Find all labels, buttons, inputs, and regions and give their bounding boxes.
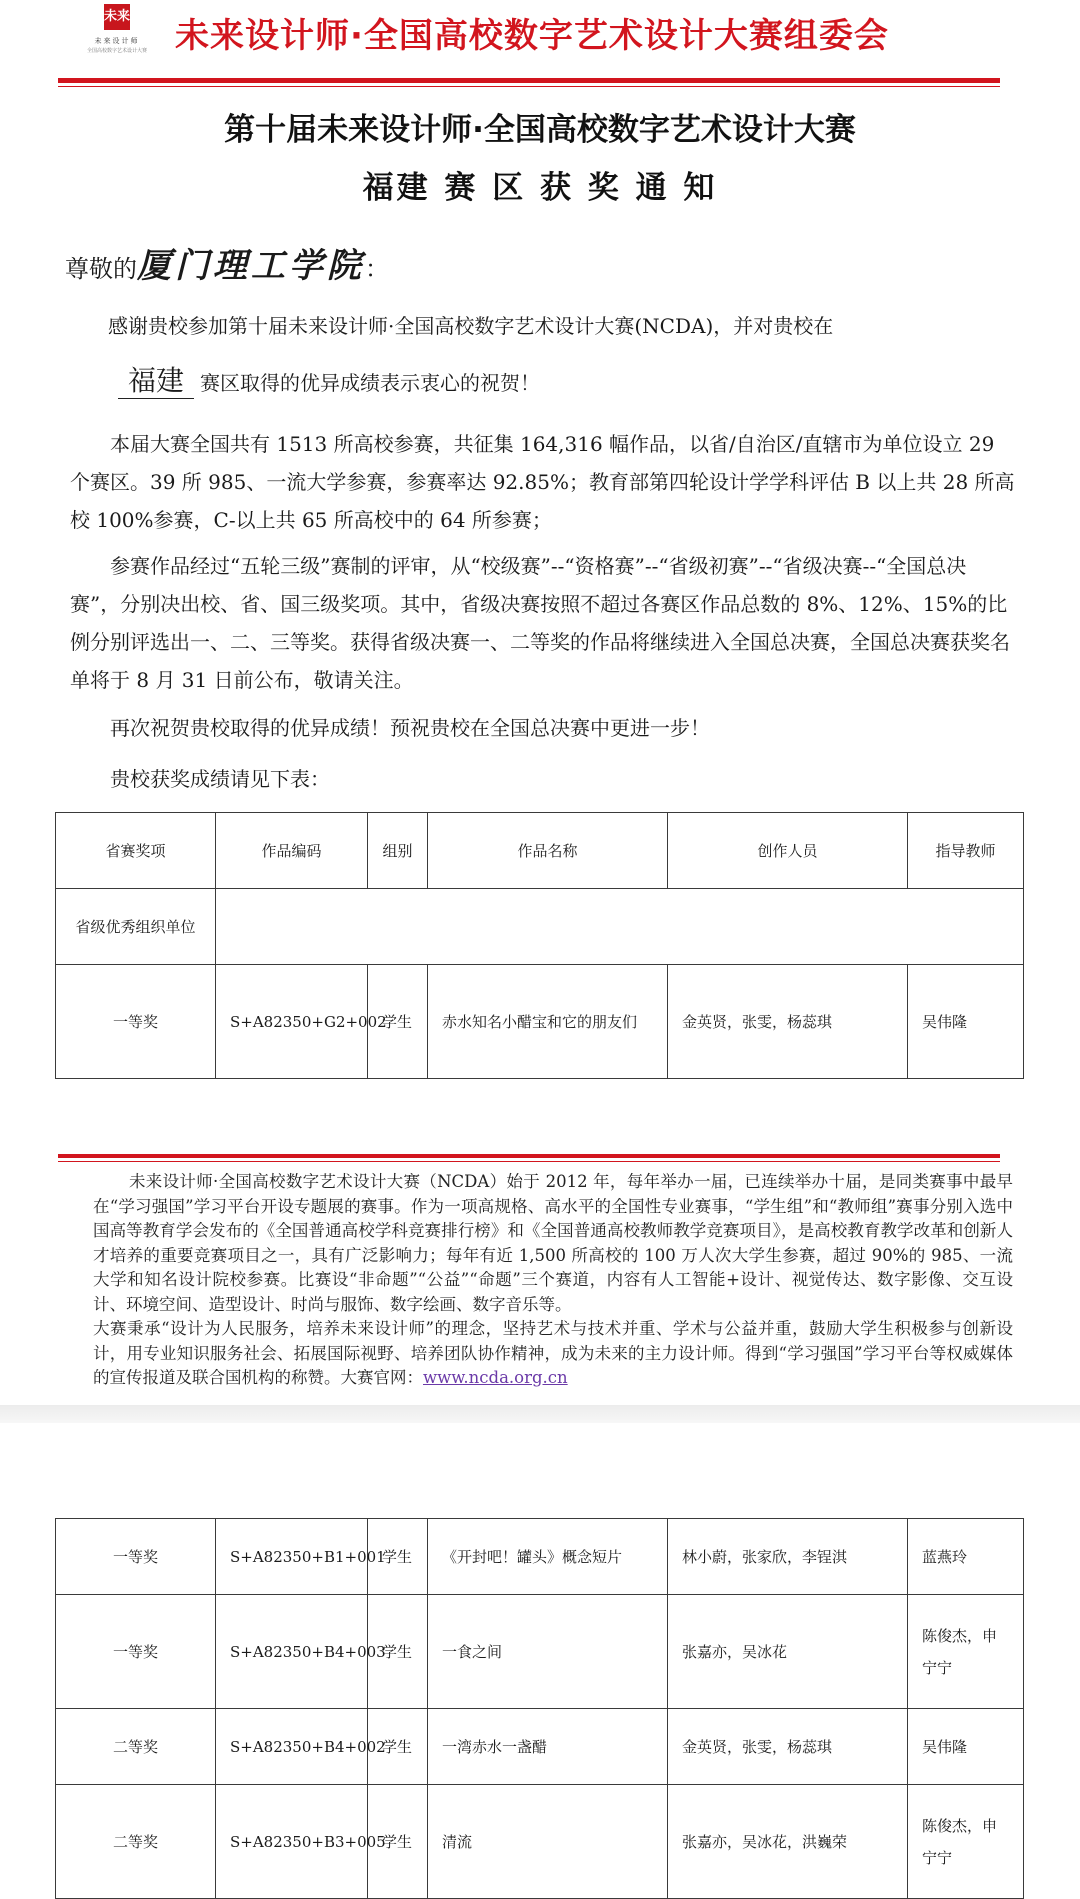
page-separator xyxy=(0,1405,1080,1423)
table-intro: 贵校获奖成绩请见下表： xyxy=(110,767,330,791)
header-award: 省赛奖项 xyxy=(56,813,216,889)
code-cell: S+A82350+B4+003 xyxy=(216,1595,368,1709)
logo-name: 未来设计师 xyxy=(94,37,140,45)
group-cell: 学生 xyxy=(368,1519,428,1595)
document-title: 第十届未来设计师·全国高校数字艺术设计大赛 xyxy=(224,112,856,148)
region-name: 福建 xyxy=(118,364,194,399)
congrats-line xyxy=(118,364,540,399)
creators-cell: 张嘉亦，吴冰花，洪巍荣 xyxy=(668,1785,908,1899)
award-cell: 一等奖 xyxy=(56,1595,216,1709)
teacher-cell: 吴伟隆 xyxy=(908,1709,1024,1785)
header-code: 作品编码 xyxy=(216,813,368,889)
table-row xyxy=(56,1709,1024,1785)
creators-cell: 张嘉亦，吴冰花 xyxy=(668,1595,908,1709)
title-cell: 一食之间 xyxy=(428,1595,668,1709)
header-divider xyxy=(58,78,1000,83)
wish-paragraph: 再次祝贺贵校取得的优异成绩！预祝贵校在全国总决赛中更进一步！ xyxy=(110,716,710,740)
ncda-logo xyxy=(72,4,162,66)
code-cell: S+A82350+B1+001 xyxy=(216,1519,368,1595)
logo-mark: 未来 xyxy=(104,4,130,30)
award-cell: 一等奖 xyxy=(56,965,216,1079)
award-cell: 一等奖 xyxy=(56,1519,216,1595)
group-cell: 学生 xyxy=(368,965,428,1079)
salutation xyxy=(65,238,389,287)
group-cell: 学生 xyxy=(368,1709,428,1785)
footer-divider-thin xyxy=(58,1161,1000,1162)
code-cell: S+A82350+B4+002 xyxy=(216,1709,368,1785)
table-header-row xyxy=(56,813,1024,889)
header-title: 作品名称 xyxy=(428,813,668,889)
teacher-cell: 吴伟隆 xyxy=(908,965,1024,1079)
teacher-cell: 陈俊杰，申宁宁 xyxy=(908,1595,1024,1709)
code-cell: S+A82350+B3+005 xyxy=(216,1785,368,1899)
salutation-prefix: 尊敬的 xyxy=(65,255,137,283)
creators-cell: 金英贤，张雯，杨蕊琪 xyxy=(668,965,908,1079)
header-creators: 创作人员 xyxy=(668,813,908,889)
org-unit-label: 省级优秀组织单位 xyxy=(56,889,216,965)
title-cell: 清流 xyxy=(428,1785,668,1899)
notice-page-2 xyxy=(0,1423,1080,1876)
award-cell: 二等奖 xyxy=(56,1709,216,1785)
header-divider-thin xyxy=(58,86,1000,87)
title-cell: 《开封吧！罐头》概念短片 xyxy=(428,1519,668,1595)
teacher-cell: 蓝燕玲 xyxy=(908,1519,1024,1595)
title-cell: 一湾赤水一盏醋 xyxy=(428,1709,668,1785)
congrats-text: 赛区取得的优异成绩表示衷心的祝贺！ xyxy=(200,371,541,395)
footer-mission-text: 大赛秉承“设计为人民服务，培养未来设计师”的理念，坚持艺术与技术并重、学术与公益并重，鼓励大学生积极参与创新设计，用专业知识服务社会、拓展国际视野、培养团队协作精神，成为未来的主力设计师。得到“学习强国”学习平台等权威媒体的宣传报道及联合国机构的称赞。大赛官网： xyxy=(93,1319,1013,1387)
rules-paragraph: 参赛作品经过“五轮三级”赛制的评审，从“校级赛”--“资格赛”--“省级初赛”--“省级决赛--“全国总决赛”，分别决出校、省、国三级奖项。其中，省级决赛按照不超过各赛区作品总数的 8%、12%、15%的比例分别评选出一、二、三等奖。获得省级决赛一、二等奖的作品将继续进入全国总决赛，全国总决赛获奖名单将于 8 月 31 日前公布，敬请关注。 xyxy=(70,554,1010,692)
table-row xyxy=(56,1595,1024,1709)
school-name: 厦门理工学院 xyxy=(137,246,365,286)
document-subtitle: 福建 赛 区 获 奖 通 知 xyxy=(362,170,718,206)
awards-table-continued xyxy=(55,1518,1024,1899)
header-group: 组别 xyxy=(368,813,428,889)
title-cell: 赤水知名小醋宝和它的朋友们 xyxy=(428,965,668,1079)
group-cell: 学生 xyxy=(368,1785,428,1899)
creators-cell: 林小蔚，张家欣，李锃淇 xyxy=(668,1519,908,1595)
org-unit-row xyxy=(56,889,1024,965)
code-cell: S+A82350+G2+002 xyxy=(216,965,368,1079)
website-link[interactable]: www.ncda.org.cn xyxy=(423,1368,568,1387)
group-cell: 学生 xyxy=(368,1595,428,1709)
award-cell: 二等奖 xyxy=(56,1785,216,1899)
organizer-title: 未来设计师·全国高校数字艺术设计大赛组委会 xyxy=(175,16,889,56)
logo-subtitle: 全国高校数字艺术设计大赛 xyxy=(86,48,147,54)
footer-divider xyxy=(58,1154,1000,1158)
table-row xyxy=(56,1785,1024,1899)
org-unit-value xyxy=(216,889,1024,965)
table-row xyxy=(56,1519,1024,1595)
stats-paragraph: 本届大赛全国共有 1513 所高校参赛，共征集 164,316 幅作品，以省/自治区/直辖市为单位设立 29 个赛区。39 所 985、一流大学参赛，参赛率达 92.85%；教育部第四轮设计学学科评估 B 以上共 28 所高校 100%参赛，C-以上共 65 所高校中的 64 所参赛； xyxy=(70,432,1015,532)
creators-cell: 金英贤，张雯，杨蕊琪 xyxy=(668,1709,908,1785)
table-row xyxy=(56,965,1024,1079)
footer-intro: 未来设计师·全国高校数字艺术设计大赛（NCDA）始于 2012 年，每年举办一届，已连续举办十届，是同类赛事中最早在“学习强国”学习平台开设专题展的赛事。作为一项高规格、高水平的全国性专业赛事，“学生组”和“教师组”赛事分别入选中国高等教育学会发布的《全国普通高校学科竞赛排行榜》和《全国普通高校教师教学竞赛项目》，是高校教育教学改革和创新人才培养的重要竞赛项目之一，具有广泛影响力；每年有近 1,500 所高校的 100 万人次大学生参赛，超过 90%的 985、一流大学和知名设计院校参赛。比赛设“非命题”“公益”“命题”三个赛道，内容有人工智能+设计、视觉传达、数字影像、交互设计、环境空间、造型设计、时尚与服饰、数字绘画、数字音乐等。 xyxy=(93,1172,1013,1314)
awards-table xyxy=(55,812,1024,1079)
header-teacher: 指导教师 xyxy=(908,813,1024,889)
thanks-line: 感谢贵校参加第十届未来设计师·全国高校数字艺术设计大赛(NCDA)，并对贵校在 xyxy=(108,314,834,338)
footer-mission xyxy=(93,1317,1013,1391)
salutation-suffix: ： xyxy=(365,255,389,283)
teacher-cell: 陈俊杰，申宁宁 xyxy=(908,1785,1024,1899)
